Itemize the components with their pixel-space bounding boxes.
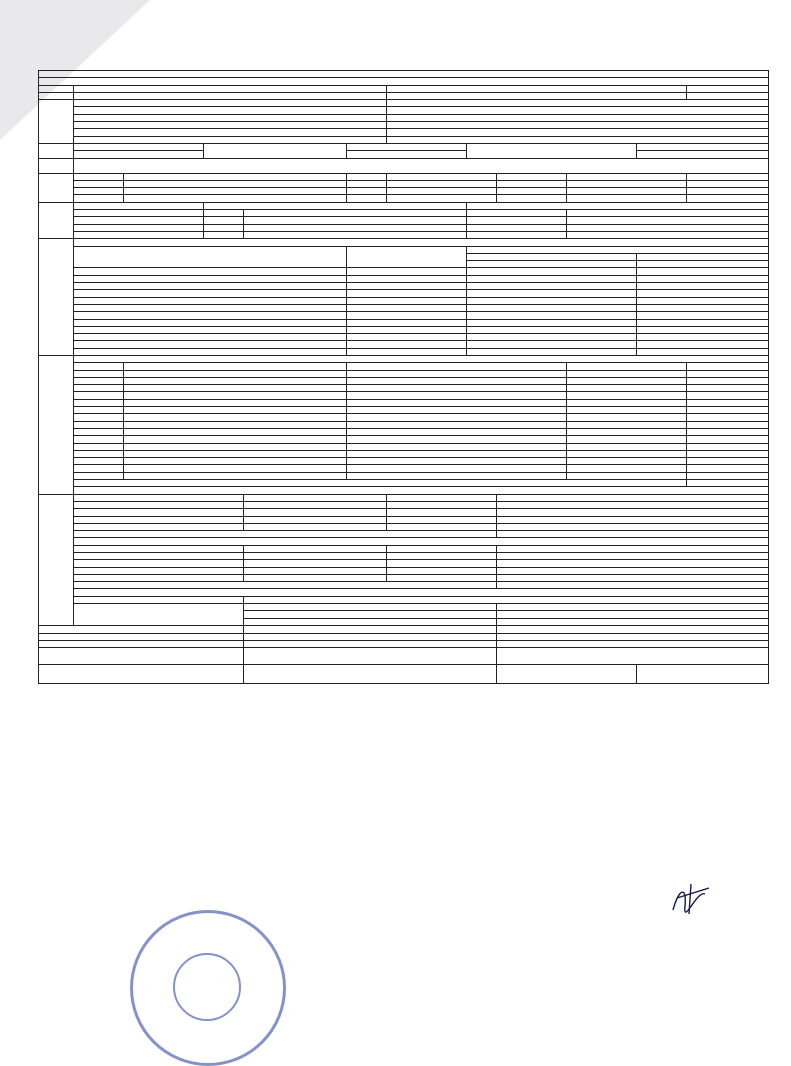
production-wood — [467, 290, 637, 297]
signature-owners-label — [74, 604, 244, 626]
seedling-n1 — [204, 231, 244, 238]
labor-pd — [567, 421, 687, 428]
labor-work — [124, 385, 347, 392]
easy-total — [497, 501, 769, 508]
signature-owner-right — [497, 611, 769, 618]
labor-pd — [567, 370, 687, 377]
difficulty-header — [347, 363, 567, 370]
production-money — [637, 283, 769, 290]
labor-work — [124, 392, 347, 399]
annual-production-header — [347, 246, 467, 268]
model-type — [74, 195, 124, 202]
production-annual — [347, 348, 467, 355]
seedling-type — [74, 217, 204, 224]
labor-detail — [347, 465, 567, 472]
production-money — [637, 319, 769, 326]
signature-owner — [244, 604, 497, 611]
labor-detail — [347, 458, 567, 465]
model-percent — [347, 195, 387, 202]
model-percent-header-2 — [497, 173, 567, 180]
easy-tree-type — [74, 523, 244, 530]
production-annual — [347, 334, 467, 341]
production-money — [637, 341, 769, 348]
seedling-n1 — [204, 217, 244, 224]
difficult-tree-type — [74, 567, 244, 574]
labor-pd — [567, 377, 687, 384]
labor-total — [687, 414, 769, 421]
labor-pd — [567, 443, 687, 450]
production-row-label — [74, 341, 347, 348]
production-annual — [347, 275, 467, 282]
wood-header — [467, 253, 637, 260]
signature-owner — [244, 611, 497, 618]
production-wood — [467, 334, 637, 341]
production-row-label — [74, 348, 347, 355]
easy-title — [74, 487, 769, 494]
labor-work — [124, 436, 347, 443]
submitted-label — [39, 648, 244, 665]
difficult-number-header — [244, 545, 387, 552]
sn-header — [74, 363, 124, 370]
seedling-t2 — [567, 217, 769, 224]
difficult-number — [244, 574, 387, 581]
owners-label — [39, 100, 74, 144]
seedlings-label — [39, 202, 74, 238]
money-formula — [637, 261, 769, 268]
labor-pd — [567, 392, 687, 399]
labor-detail — [347, 407, 567, 414]
model-name-header-2 — [387, 173, 497, 180]
difficult-number — [244, 567, 387, 574]
labor-work — [124, 421, 347, 428]
labor-total — [687, 392, 769, 399]
confirm-label — [74, 589, 769, 596]
difficult-cost — [387, 567, 497, 574]
investment-label — [39, 494, 74, 625]
production-money — [637, 268, 769, 275]
easy-number — [244, 516, 387, 523]
labor-total — [687, 370, 769, 377]
total-pd-header — [687, 363, 769, 370]
labor-total — [687, 443, 769, 450]
money-header — [637, 253, 769, 260]
difficult-total — [497, 574, 769, 581]
production-row-label — [74, 319, 347, 326]
easy-cost — [387, 501, 497, 508]
labor-pd — [567, 399, 687, 406]
seedling-t2 — [567, 231, 769, 238]
owner-name — [74, 100, 387, 107]
production-money — [637, 297, 769, 304]
production-row-label — [74, 290, 347, 297]
labor-total — [687, 385, 769, 392]
difficult-number — [244, 560, 387, 567]
archived-label — [39, 665, 244, 684]
labor-detail — [347, 450, 567, 457]
seedlings-type-header — [74, 202, 204, 209]
production-label — [39, 239, 74, 356]
labor-work — [124, 377, 347, 384]
model-species-name — [124, 188, 347, 195]
region-line — [74, 85, 387, 92]
total-production-header — [467, 246, 769, 253]
labor-detail — [347, 377, 567, 384]
labor-pd — [567, 436, 687, 443]
model-name-header-3 — [567, 173, 687, 180]
production-money — [637, 348, 769, 355]
production-annual — [347, 319, 467, 326]
difficult-tree-type — [74, 560, 244, 567]
difficult-number — [244, 553, 387, 560]
plant-able-label — [204, 143, 347, 158]
labor-work — [124, 407, 347, 414]
seedling-type — [74, 231, 204, 238]
labor-detail — [347, 421, 567, 428]
labor-detail — [347, 436, 567, 443]
labor-pd — [567, 458, 687, 465]
date-label — [74, 596, 244, 603]
cover-size-label — [39, 143, 74, 158]
section-title — [39, 78, 769, 85]
easy-tree-type — [74, 501, 244, 508]
seedling-t1 — [244, 224, 467, 231]
difficult-total-label — [74, 582, 497, 589]
stamp-emblem-icon — [173, 953, 241, 1021]
labor-pd — [567, 465, 687, 472]
labor-total — [687, 472, 769, 479]
model-percent-header-3 — [687, 173, 769, 180]
archived-name — [244, 665, 497, 684]
site-class-value — [637, 143, 769, 150]
site-classification-label — [467, 143, 637, 158]
archive-date-label — [497, 665, 637, 684]
production-row-label — [74, 312, 347, 319]
model-percent — [347, 188, 387, 195]
archive-date — [637, 665, 769, 684]
labor-detail — [347, 385, 567, 392]
seedling-t1 — [244, 217, 467, 224]
easy-number-header — [244, 494, 387, 501]
location-label — [39, 158, 74, 173]
labor-total-label — [74, 480, 687, 487]
approval-signature-icon — [665, 880, 715, 920]
seedling-t2 — [567, 224, 769, 231]
production-annual — [347, 304, 467, 311]
signature-owners-extra — [38, 625, 769, 684]
nha-header-2 — [467, 210, 567, 217]
difficult-cost — [387, 560, 497, 567]
easy-tree-type-header — [74, 494, 244, 501]
target2-header — [467, 202, 769, 209]
production-wood — [467, 297, 637, 304]
labor-pd — [567, 428, 687, 435]
easy-total-label — [74, 531, 497, 538]
model-species-name — [124, 195, 347, 202]
labor-pd — [567, 407, 687, 414]
owner-name — [74, 107, 387, 114]
easy-total — [497, 523, 769, 530]
labor-work — [124, 465, 347, 472]
production-row-label — [74, 283, 347, 290]
production-wood — [467, 326, 637, 333]
plot-label — [687, 92, 769, 99]
labor-total — [687, 450, 769, 457]
easy-tree-type — [74, 509, 244, 516]
labor-pd — [567, 414, 687, 421]
production-money — [637, 334, 769, 341]
target1-header — [204, 202, 467, 209]
labor-work — [124, 450, 347, 457]
labor-total — [687, 407, 769, 414]
labor-detail — [347, 392, 567, 399]
easy-tree-type — [74, 516, 244, 523]
kebele-label — [387, 92, 687, 99]
model-name-header — [124, 173, 347, 180]
easy-cost — [387, 523, 497, 530]
production-wood — [467, 312, 637, 319]
labor-detail — [347, 428, 567, 435]
model-species-name — [124, 180, 347, 187]
production-row-label — [74, 297, 347, 304]
model-percent-header — [347, 173, 387, 180]
easy-number — [244, 501, 387, 508]
model-label — [39, 173, 74, 202]
difficult-tree-type — [74, 553, 244, 560]
production-annual — [347, 312, 467, 319]
labor-detail — [347, 414, 567, 421]
easy-total — [497, 509, 769, 516]
approved-label — [497, 648, 769, 665]
plant-able-value — [347, 143, 467, 150]
plot-number — [687, 85, 769, 92]
wood-formula — [467, 261, 637, 268]
easy-total-value — [497, 531, 769, 538]
labor-pd — [567, 472, 687, 479]
labor-total — [687, 428, 769, 435]
submitted-date — [244, 648, 497, 665]
difficult-cost — [387, 574, 497, 581]
owner-name-right — [387, 100, 769, 107]
production-row-label — [74, 304, 347, 311]
labor-work — [124, 472, 347, 479]
labor-label — [39, 355, 74, 494]
production-money — [637, 275, 769, 282]
production-annual — [347, 290, 467, 297]
owner-name-right — [387, 107, 769, 114]
production-annual — [347, 283, 467, 290]
production-money — [637, 326, 769, 333]
difficult-cost — [387, 553, 497, 560]
production-wood — [467, 268, 637, 275]
labor-detail — [347, 399, 567, 406]
project-title — [39, 71, 769, 78]
nha-header — [204, 210, 244, 217]
production-note — [74, 239, 769, 246]
difficult-title — [74, 538, 769, 545]
region-label — [74, 92, 387, 99]
total-header-2 — [567, 210, 769, 217]
signature-owner — [244, 640, 497, 647]
labor-detail — [347, 370, 567, 377]
labor-pd — [567, 385, 687, 392]
model-percent — [347, 180, 387, 187]
seedling-type — [74, 224, 204, 231]
difficult-total — [497, 553, 769, 560]
easy-number — [244, 523, 387, 530]
easy-cost — [387, 516, 497, 523]
species-type-header — [74, 246, 347, 268]
labor-total — [687, 399, 769, 406]
production-annual — [347, 268, 467, 275]
labor-detail — [347, 443, 567, 450]
owner-name — [74, 114, 387, 121]
production-wood — [467, 319, 637, 326]
production-money — [637, 304, 769, 311]
production-annual — [347, 341, 467, 348]
technician-label — [244, 596, 769, 603]
easy-total-cost-header — [497, 494, 769, 501]
production-wood — [467, 275, 637, 282]
production-row-label — [74, 334, 347, 341]
official-stamp-icon — [130, 910, 286, 1066]
signature-owner — [244, 626, 497, 633]
model-type-header — [74, 173, 124, 180]
difficult-cost-header — [387, 545, 497, 552]
difficult-total-value — [497, 582, 769, 589]
labor-work — [124, 399, 347, 406]
production-money — [637, 312, 769, 319]
labor-total — [687, 421, 769, 428]
labor-total — [687, 458, 769, 465]
production-annual — [347, 297, 467, 304]
signature-owner — [244, 618, 497, 625]
labor-total — [687, 465, 769, 472]
model-type — [74, 188, 124, 195]
form-table — [38, 70, 769, 626]
seedling-n2 — [467, 224, 567, 231]
production-money — [637, 290, 769, 297]
signature-owner-right — [497, 604, 769, 611]
plan-code — [39, 85, 74, 92]
work-type-header — [124, 363, 347, 370]
difficult-tree-type — [74, 574, 244, 581]
easy-cost-header — [387, 494, 497, 501]
pd-ha-header — [567, 363, 687, 370]
difficult-total-cost-header — [497, 545, 769, 552]
production-wood — [467, 304, 637, 311]
production-row-label — [74, 326, 347, 333]
easy-number — [244, 509, 387, 516]
kebele-value — [387, 85, 687, 92]
seedling-n1 — [204, 224, 244, 231]
easy-cost — [387, 509, 497, 516]
owner-name — [74, 129, 387, 136]
labor-note — [74, 355, 769, 362]
production-wood — [467, 341, 637, 348]
labor-work — [124, 458, 347, 465]
production-row-label — [74, 275, 347, 282]
seedling-t1 — [244, 231, 467, 238]
cover-size-value — [74, 143, 204, 150]
labor-detail — [347, 472, 567, 479]
easy-total — [497, 516, 769, 523]
labor-total — [687, 377, 769, 384]
production-wood — [467, 348, 637, 355]
labor-pd — [567, 450, 687, 457]
seedling-n2 — [467, 231, 567, 238]
difficult-total — [497, 567, 769, 574]
total-header — [244, 210, 467, 217]
labor-total — [687, 436, 769, 443]
production-annual — [347, 326, 467, 333]
owner-name — [74, 122, 387, 129]
labor-total-value — [687, 480, 769, 487]
owner-name — [74, 136, 387, 143]
labor-work — [124, 370, 347, 377]
seedling-n2 — [467, 217, 567, 224]
difficult-tree-type-header — [74, 545, 244, 552]
signature-owner — [244, 633, 497, 640]
production-row-label — [74, 268, 347, 275]
model-type — [74, 180, 124, 187]
labor-work — [124, 428, 347, 435]
labor-work — [124, 414, 347, 421]
management-plan-form — [38, 70, 768, 940]
difficult-total — [497, 560, 769, 567]
labor-work — [124, 443, 347, 450]
production-wood — [467, 283, 637, 290]
